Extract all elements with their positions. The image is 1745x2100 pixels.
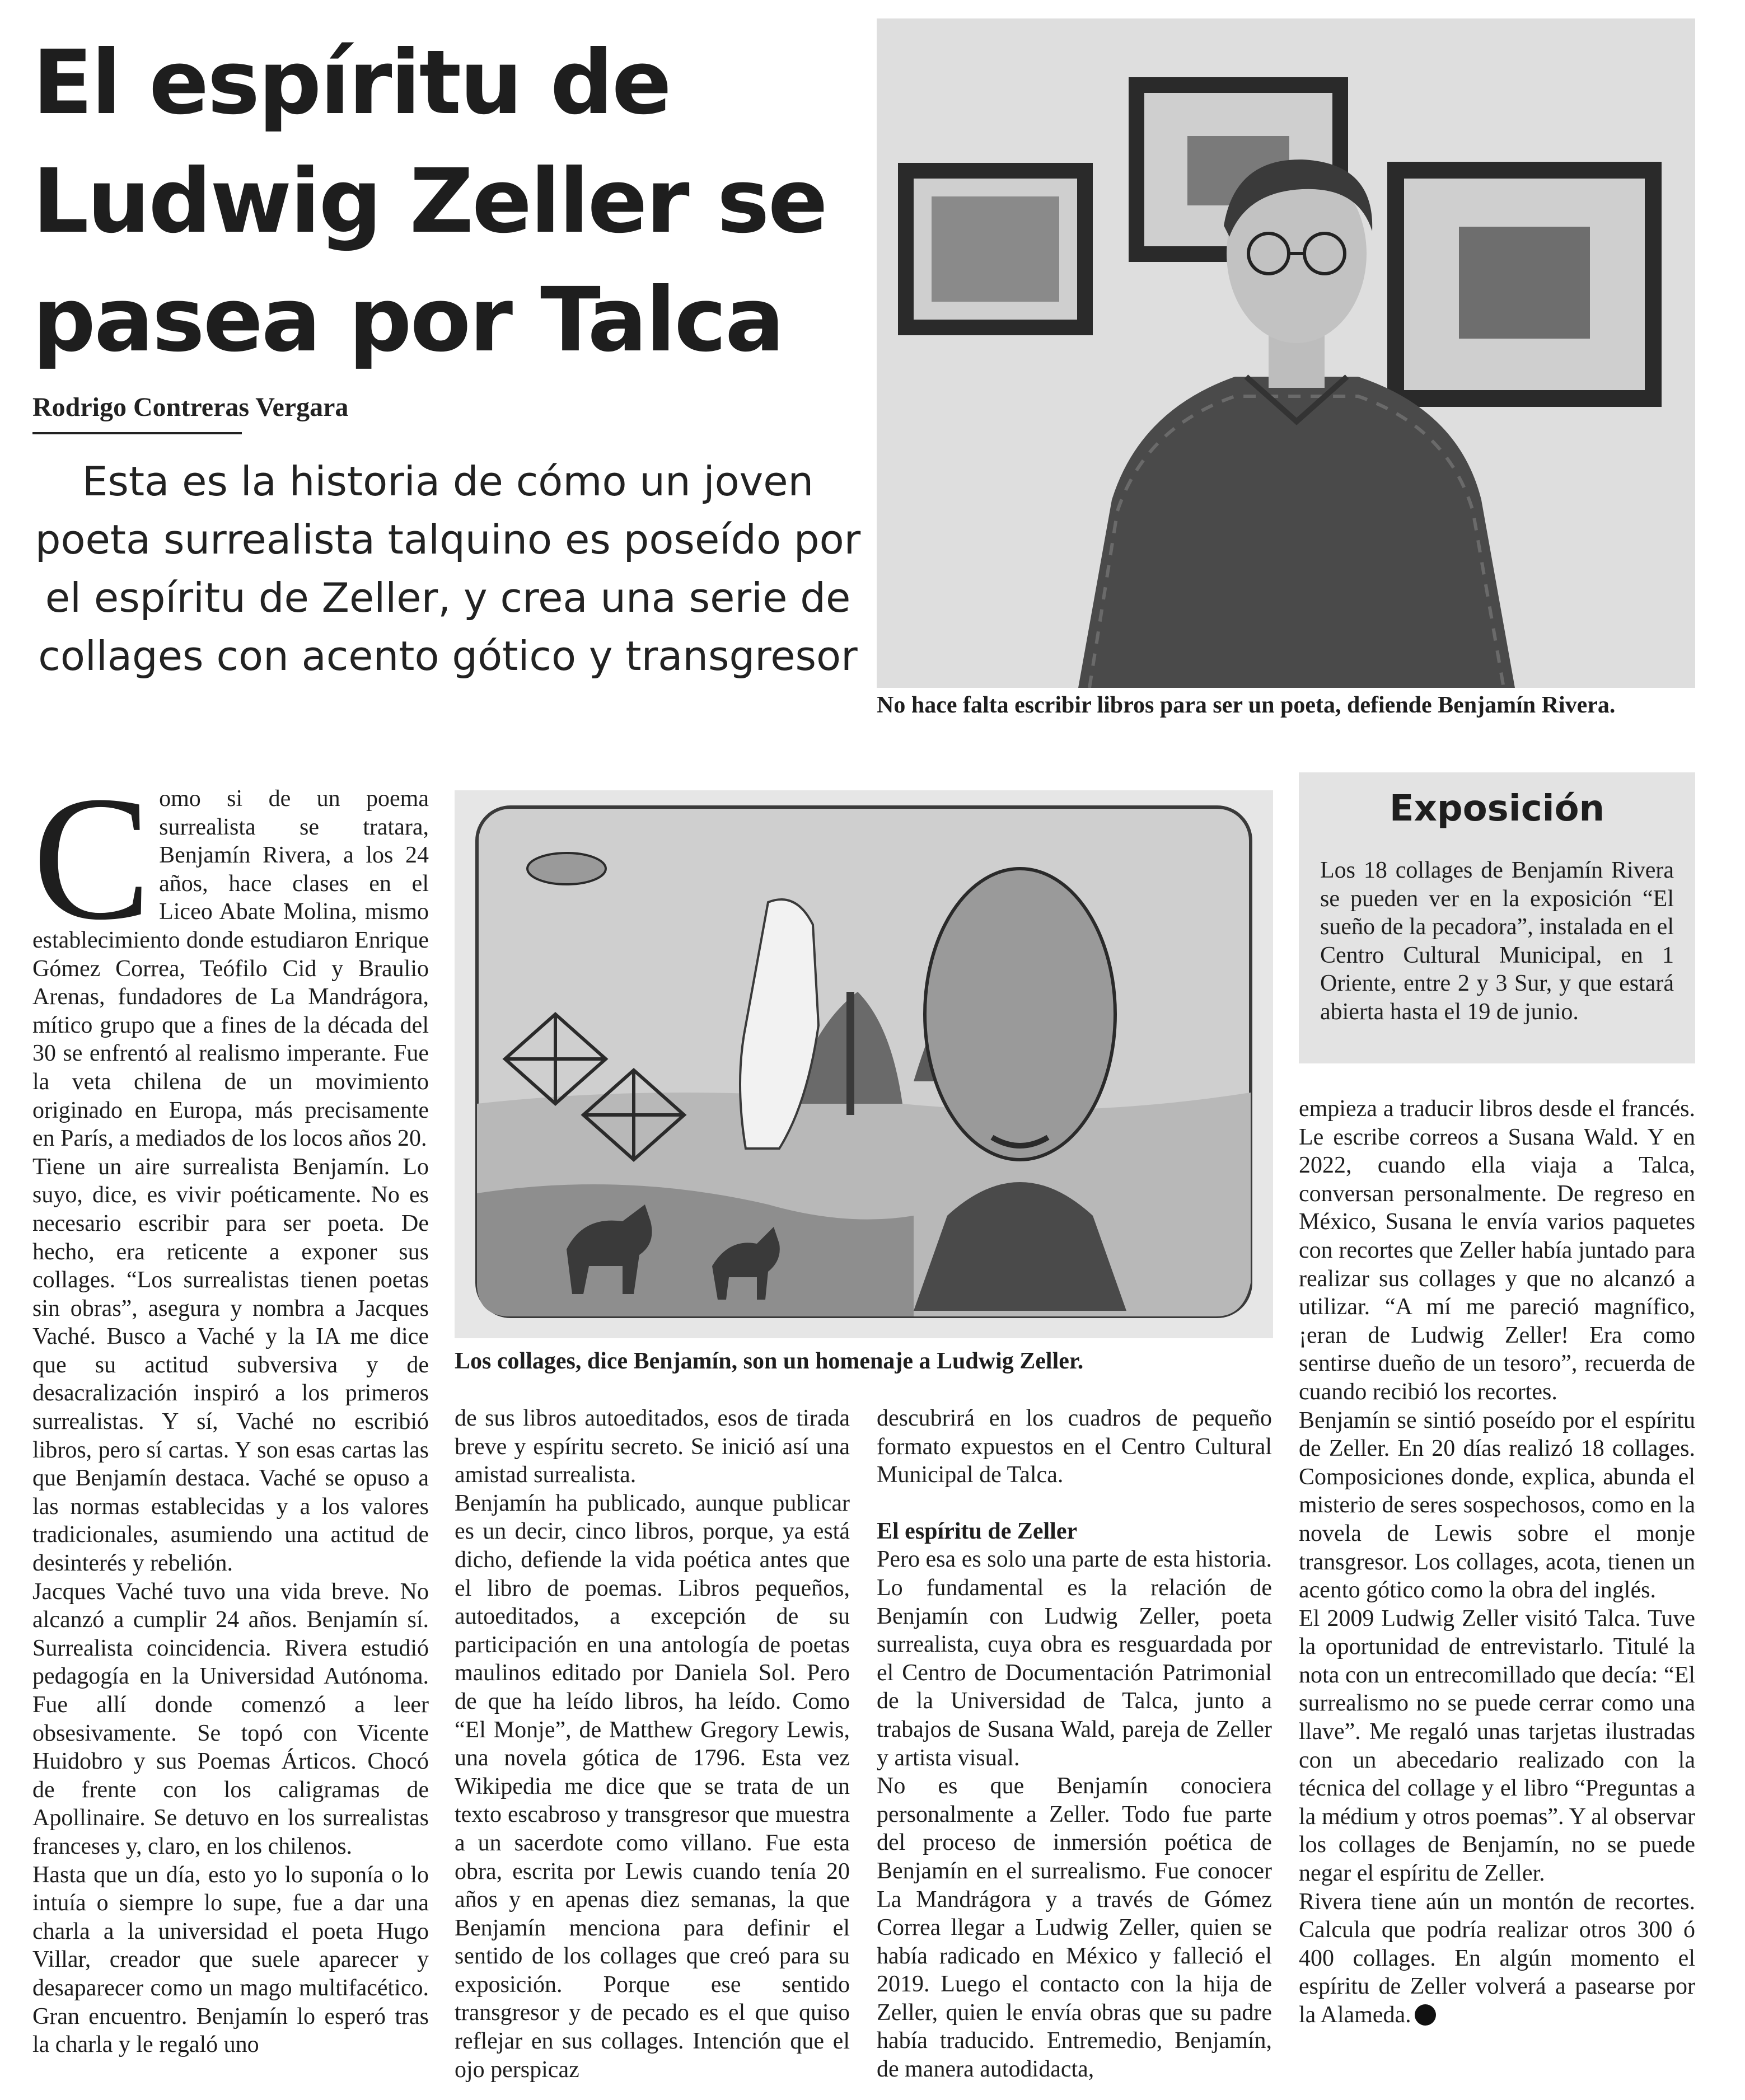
- end-mark-icon: [1415, 2004, 1436, 2026]
- final-paragraph-text: Rivera tiene aún un montón de recortes. Calcula que podría realizar otros 300 ó 400 collages. En algún momento el espíritu de Zeller volverá a pasearse por la Alameda.: [1299, 1888, 1695, 2028]
- article-column-3: [877, 1404, 1272, 2084]
- paragraph: Hasta que un día, esto yo lo suponía o lo intuía o siempre lo supe, fue a dar una charla a la universidad el poeta Hugo Villar, creador que suele aparecer y desaparecer como un mago multifacético. Gran encuentro. Benjamín lo esperó tras la charla y le regaló uno: [32, 1862, 429, 2058]
- subheading: El espíritu de Zeller: [877, 1518, 1078, 1544]
- paragraph: Benjamín ha publicado, aunque publicar es un decir, cinco libros, porque, ya está dicho, defiende la vida poética antes que el libro de poemas. Libros pequeños, autoeditados, a excepción de su participación en una antología de poetas maulinos editado por Daniela Sol. Pero de que ha leído libros, ha leído. Como “El Monje”, de Matthew Gregory Lewis, una novela gótica de 1796. Esta vez Wikipedia me dice que se trata de un texto escabroso y transgresor que muestra a un sacerdote como villano. Fue esta obra, escrita por Lewis cuando tenía 20 años y en apenas diez semanas, la que Benjamín menciona para definir el sentido de los collages que creó para su exposición. Porque ese sentido transgresor y de pecado es el que quiso reflejar en sus collages. Intención que el ojo perspicaz: [455, 1490, 850, 2083]
- paragraph: [1299, 1888, 1695, 2029]
- portrait-illustration: [877, 18, 1695, 688]
- headline: El espíritu de Ludwig Zeller se pasea por Talca: [32, 31, 826, 372]
- article-column-1: [32, 760, 429, 2059]
- paragraph: descubrirá en los cuadros de pequeño formato expuestos en el Centro Cultural Municipal de Talca.: [877, 1405, 1272, 1488]
- paragraph: de sus libros autoeditados, esos de tirada breve y espíritu secreto. Se inició así una amistad surrealista.: [455, 1405, 850, 1488]
- deck: Esta es la historia de cómo un joven poeta surrealista talquino es poseído por el espíritu de Zeller, y crea una serie de collages con acento gótico y transgresor: [35, 458, 861, 679]
- exhibition-sidebar: [1299, 772, 1695, 1063]
- paragraph: El 2009 Ludwig Zeller visitó Talca. Tuve la oportunidad de entrevistarlo. Titulé la nota con un entrecomillado que decía: “El surrealismo no se puede cerrar como una llave”. Me regaló unas tarjetas ilustradas con un abecedario realizado con la técnica del collage y el libro “Preguntas a la médium y otros poemas”. Y al observar los collages de Benjamín, no se puede negar el espíritu de Zeller.: [1299, 1605, 1695, 1887]
- collage-photo: [455, 790, 1273, 1338]
- paragraph: Tiene un aire surrealista Benjamín. Lo suyo, dice, es vivir poéticamente. No es necesario escribir para ser poeta. De hecho, era reticente a exponer sus collages. “Los surrealistas tienen poetas sin obras”, asegura y nombra a Jacques Vaché. Busco a Vaché y la IA me dice que su actitud subversiva y de desacralización inspiró a los primeros surrealistas. Y sí, Vaché no escribió libros, pero sí cartas. Y son esas cartas las que Benjamín destaca. Vaché se opuso a las normas establecidas y a los valores tradicionales, asumiendo una actitud de desinterés y rebelión.: [32, 1154, 429, 1577]
- article-column-2: [455, 1404, 850, 2084]
- portrait-photo: [877, 18, 1695, 688]
- collage-illustration: [455, 790, 1273, 1338]
- paragraph: Benjamín se sintió poseído por el espíritu de Zeller. En 20 días realizó 18 collages. Composiciones donde, explica, abunda el misterio de seres sospechosos, como en la novela de Lewis sobre el monje transgresor. Los collages, acota, tienen un acento gótico como la obra del inglés.: [1299, 1407, 1695, 1604]
- sidebar-title: Exposición: [1389, 788, 1605, 829]
- drop-cap: C: [32, 760, 152, 957]
- byline: Rodrigo Contreras Vergara: [32, 392, 349, 422]
- paragraph: Pero esa es solo una parte de esta historia. Lo fundamental es la relación de Benjamín con Ludwig Zeller, poeta surrealista, cuya obra es resguardada por el Centro de Documentación Patrimonial de la Universidad de Talca, junto a trabajos de Susana Wald, pareja de Zeller y artista visual.: [877, 1546, 1272, 1771]
- collage-caption: Los collages, dice Benjamín, son un homenaje a Ludwig Zeller.: [455, 1348, 1084, 1374]
- article-column-4: [1299, 1095, 1695, 2029]
- byline-rule: [32, 432, 242, 434]
- paragraph: empieza a traducir libros desde el francés. Le escribe correos a Susana Wald. Y en 2022, cuando ella viaja a Talca, conversan personalmente. De regreso en México, Susana le envía varios paquetes con recortes que Zeller había juntado para realizar sus collages y que no alcanzó a utilizar. “A mí me pareció magnífico, ¡eran de Ludwig Zeller! Era como sentirse dueño de un tesoro”, recuerda de cuando recibió los recortes.: [1299, 1096, 1695, 1405]
- paragraph: omo si de un poema surrealista se tratara, Benjamín Rivera, a los 24 años, hace clases en el Liceo Abate Molina, mismo establecimiento donde estudiaron Enrique Gómez Correa, Teófilo Cid y Braulio Arenas, fundadores de La Mandrágora, mítico grupo que a fines de la década del 30 se enfrentó al realismo imperante. Fue la veta chilena de un movimiento originado en Europa, más precisamente en París, a mediados de los locos años 20.: [32, 786, 429, 1152]
- sidebar-body: Los 18 collages de Benjamín Rivera se pueden ver en la exposición “El sueño de la pecadora”, instalada en el Centro Cultural Municipal, en 1 Oriente, entre 2 y 3 Sur, y que estará abierta hasta el 19 de junio.: [1320, 857, 1674, 1025]
- paragraph: Jacques Vaché tuvo una vida breve. No alcanzó a cumplir 24 años. Benjamín sí. Surrealista coincidencia. Rivera estudió pedagogía en la Universidad Autónoma. Fue allí donde comenzó a leer obsesivamente. Se topó con Vicente Huidobro y sus Poemas Árticos. Chocó de frente con los caligramas de Apollinaire. Se detuvo en los surrealistas franceses y, claro, en los chilenos.: [32, 1578, 429, 1859]
- paragraph: No es que Benjamín conociera personalmente a Zeller. Todo fue parte del proceso de inmersión poética de Benjamín en el surrealismo. Fue conocer La Mandrágora y a través de Gómez Correa llegar a Ludwig Zeller, quien se había radicado en México y falleció el 2019. Luego el contacto con la hija de Zeller, quien le envía obras que su padre había traducido. Entremedio, Benjamín, de manera autodidacta,: [877, 1773, 1272, 2083]
- portrait-caption: No hace falta escribir libros para ser un poeta, defiende Benjamín Rivera.: [877, 692, 1616, 718]
